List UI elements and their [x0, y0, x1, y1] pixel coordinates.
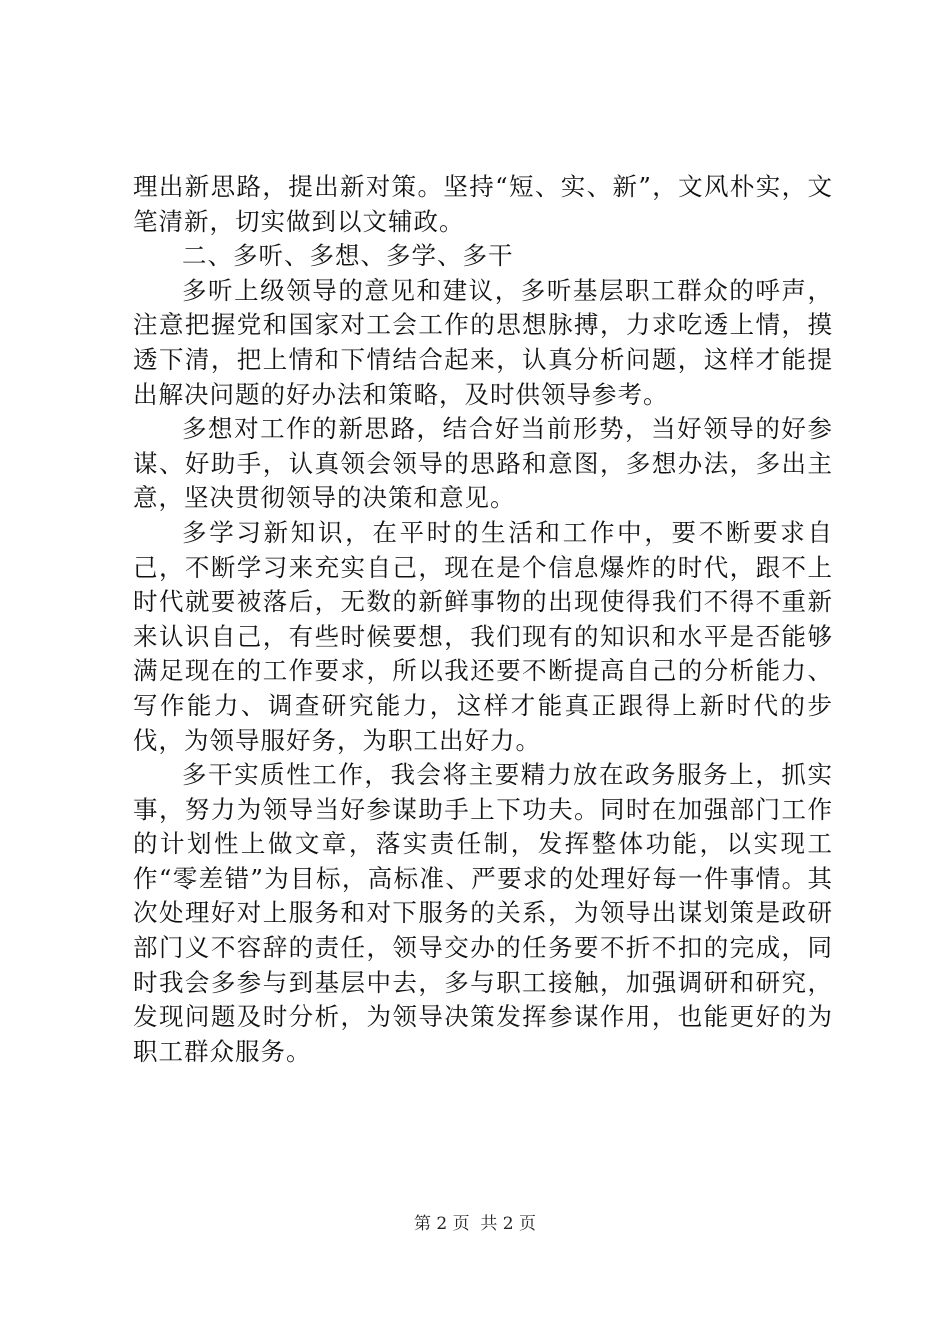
page-number: 第 2 页 共 2 页	[413, 1214, 537, 1234]
page-footer	[0, 1212, 950, 1236]
paragraph-think-more: 多想对工作的新思路，结合好当前形势，当好领导的好参谋、好助手，认真领会领导的思路和意图，多想办法，多出主意，坚决贯彻领导的决策和意见。	[133, 414, 833, 513]
paragraph-learn-more: 多学习新知识，在平时的生活和工作中，要不断要求自己，不断学习来充实自己，现在是个信息爆炸的时代，跟不上时代就要被落后，无数的新鲜事物的出现使得我们不得不重新来认识自己，有些时候要想，我们现有的知识和水平是否能够满足现在的工作要求，所以我还要不断提高自己的分析能力、写作能力、调查研究能力，这样才能真正跟得上新时代的步伐，为领导服好务，为职工出好力。	[133, 517, 833, 755]
document-body	[133, 170, 833, 1069]
section-heading: 二、多听、多想、多学、多干	[182, 241, 514, 271]
paragraph-continuation: 理出新思路，提出新对策。坚持“短、实、新”，文风朴实，文笔清新，切实做到以文辅政。	[133, 172, 833, 236]
paragraph-work-more: 多干实质性工作，我会将主要精力放在政务服务上，抓实事，努力为领导当好参谋助手上下功夫。同时在加强部门工作的计划性上做文章，落实责任制，发挥整体功能，以实现工作“零差错”为目标，高标准、严要求的处理好每一件事情。其次处理好对上服务和对下服务的关系，为领导出谋划策是政研部门义不容辞的责任，领导交办的任务要不折不扣的完成，同时我会多参与到基层中去，多与职工接触，加强调研和研究，发现问题及时分析，为领导决策发挥参谋作用，也能更好的为职工群众服务。	[133, 760, 833, 1066]
paragraph-listen-more: 多听上级领导的意见和建议，多听基层职工群众的呼声，注意把握党和国家对工会工作的思想脉搏，力求吃透上情，摸透下清，把上情和下情结合起来，认真分析问题，这样才能提出解决问题的好办法和策略，及时供领导参考。	[133, 275, 833, 409]
